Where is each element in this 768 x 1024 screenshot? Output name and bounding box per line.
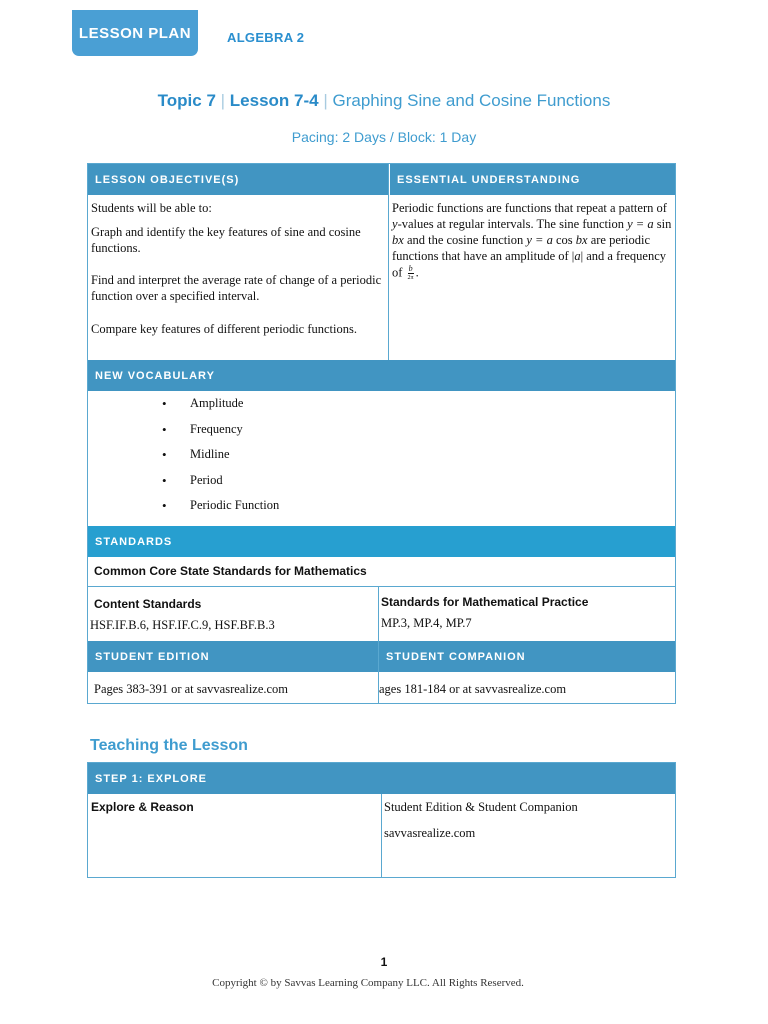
understanding-header: ESSENTIAL UNDERSTANDING [390, 164, 675, 195]
objective-item: Find and interpret the average rate of change of a periodic function over a specified interval. [91, 273, 382, 303]
objectives-cell [91, 200, 387, 337]
lesson-plan-tag: LESSON PLAN [72, 10, 198, 56]
step-header: STEP 1: EXPLORE [88, 763, 675, 794]
vocabulary-item: • Midline [162, 442, 562, 468]
frequency-fraction: $\frac{b}{2\pi}$ [407, 264, 414, 281]
student-companion-header: STUDENT COMPANION [379, 641, 675, 672]
pacing: Pacing: 2 Days / Block: 1 Day [291, 129, 477, 145]
vocabulary-item: • Periodic Function [162, 493, 562, 519]
step-resource-link: savvasrealize.com [384, 826, 476, 840]
course-label: ALGEBRA 2 [227, 30, 305, 45]
topic-label: Topic 7 [157, 91, 216, 110]
title-separator: | [220, 91, 226, 110]
copyright: Copyright © by Savvas Learning Company LLC. All Rights Reserved. [212, 977, 524, 989]
step-resource: Student Edition & Student Companion [384, 800, 578, 814]
lesson-label: Lesson 7-4 [229, 91, 319, 110]
explore-reason-label: Explore & Reason [91, 800, 194, 814]
title-separator: | [323, 91, 328, 110]
student-companion-value: ages 181-184 or at savvasrealize.com [379, 682, 567, 696]
page-number: 1 [380, 955, 388, 969]
vocabulary-item: • Frequency [162, 417, 562, 443]
teaching-section-title: Teaching the Lesson [90, 737, 248, 754]
objective-item: Graph and identify the key features of sine and cosine functions. [91, 225, 361, 255]
vocabulary-item: • Amplitude [162, 391, 562, 417]
student-edition-value: Pages 383-391 or at savvasrealize.com [94, 682, 289, 696]
standards-header: STANDARDS [88, 526, 675, 557]
vocabulary-item: • Period [162, 468, 562, 494]
understanding-cell [392, 200, 674, 283]
ccss-label: Common Core State Standards for Mathematics [94, 564, 367, 578]
vocabulary-list [162, 391, 562, 519]
page-title [0, 91, 768, 111]
practice-standards-label: Standards for Mathematical Practice [381, 595, 589, 609]
understanding-text: Periodic functions are functions that repeat a pattern of y-values at regular intervals. The sine function y = a sin bx and the cosine function y = a cos bx are periodic functions that have an amplitude of |a| and a frequency of $\frac{b}{2\pi}$ . [392, 201, 672, 281]
lesson-name: Graphing Sine and Cosine Functions [332, 91, 611, 110]
objective-item: Compare key features of different periodic functions. [91, 322, 357, 336]
practice-standards-value: MP.3, MP.4, MP.7 [381, 616, 472, 630]
student-edition-header: STUDENT EDITION [88, 641, 378, 672]
objectives-header: LESSON OBJECTIVE(S) [88, 164, 388, 195]
content-standards-label: Content Standards [94, 597, 202, 611]
vocabulary-header: NEW VOCABULARY [88, 360, 675, 391]
content-standards-value: HSF.IF.B.6, HSF.IF.C.9, HSF.BF.B.3 [90, 618, 275, 632]
objectives-intro: Students will be able to: [91, 201, 212, 215]
